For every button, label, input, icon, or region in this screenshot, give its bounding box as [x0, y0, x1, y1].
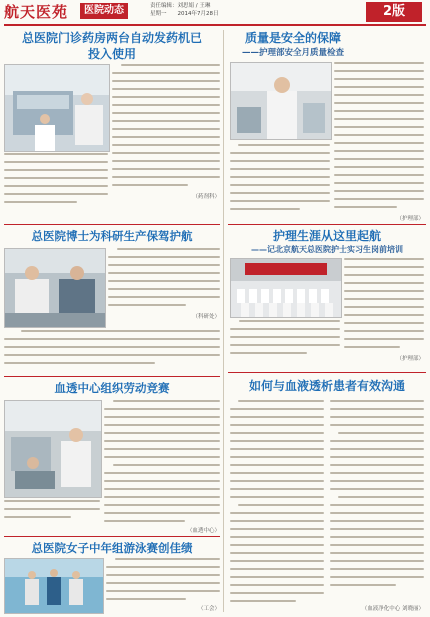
article-6-headline: 如何与血液透析患者有效沟通: [248, 379, 405, 393]
separator: [228, 224, 426, 225]
article-5-caption: [4, 500, 100, 528]
article-1-title-line-2: 投入使用: [87, 47, 136, 61]
article-3-photo: [4, 248, 106, 328]
article-4-headline: 护理生涯从这里起航: [272, 229, 381, 243]
article-1-headline: [4, 30, 220, 62]
article-4-signoff: （护理部）: [396, 356, 424, 362]
separator: [4, 536, 220, 537]
article-4-photo: [230, 258, 342, 318]
article-3-signoff: （科研处）: [192, 314, 220, 320]
page-number: 2版: [366, 2, 422, 22]
article-7-signoff: （工会）: [197, 606, 220, 612]
article-3-body-right: [108, 248, 220, 312]
editor-line: 责任编辑：刘思娟 / 王琳: [150, 3, 211, 9]
article-5-photo: [4, 400, 102, 498]
article-2-body-left: [230, 144, 330, 216]
article-7-body: [106, 558, 220, 606]
article-1-photo: [4, 64, 110, 152]
article-2-signoff: （护理部）: [396, 216, 424, 222]
article-7-photo: [4, 558, 104, 614]
article-2-body-right: [334, 62, 424, 218]
article-7-headline: 总医院女子中年组游泳赛创佳绩: [31, 541, 193, 555]
article-3-headline: 总医院博士为科研生产保驾护航: [31, 229, 193, 243]
article-1-body: [112, 64, 220, 192]
article-5-body: [104, 400, 220, 526]
article-4-subtitle: ——记北京航天总医院护士实习生岗前培训: [251, 245, 403, 254]
article-2-photo: [230, 62, 332, 140]
article-1-intro: [4, 153, 108, 213]
article-6-signoff: （血液净化中心 刘晓丽）: [361, 606, 424, 612]
masthead: 航天医苑: [4, 3, 69, 21]
article-1-signoff: （药剂科）: [192, 194, 220, 200]
article-4-body-left: [230, 320, 340, 360]
article-6-body-col-1: [230, 400, 324, 606]
article-3-body-bottom: [4, 330, 220, 372]
separator: [4, 224, 220, 225]
article-4-body-right: [344, 258, 424, 358]
article-5-signoff: （血透中心）: [186, 528, 220, 534]
issue-meta: [150, 2, 219, 18]
article-2-headline: 质量是安全的保障: [244, 31, 341, 45]
separator: [4, 376, 220, 377]
date-line: 星期一 2014年7月28日: [150, 11, 219, 17]
article-1-title-line-1: 总医院门诊药房两台自动发药机已: [21, 31, 202, 45]
separator: [228, 372, 426, 373]
article-6-body-col-2: [330, 400, 424, 598]
article-2-subtitle: ——护理部安全月质量检查: [241, 48, 344, 58]
header-rule: [4, 24, 426, 26]
section-badge: 医院动态: [80, 3, 128, 19]
column-divider: [223, 30, 224, 612]
article-5-headline: 血透中心组织劳动竞赛: [54, 381, 170, 395]
